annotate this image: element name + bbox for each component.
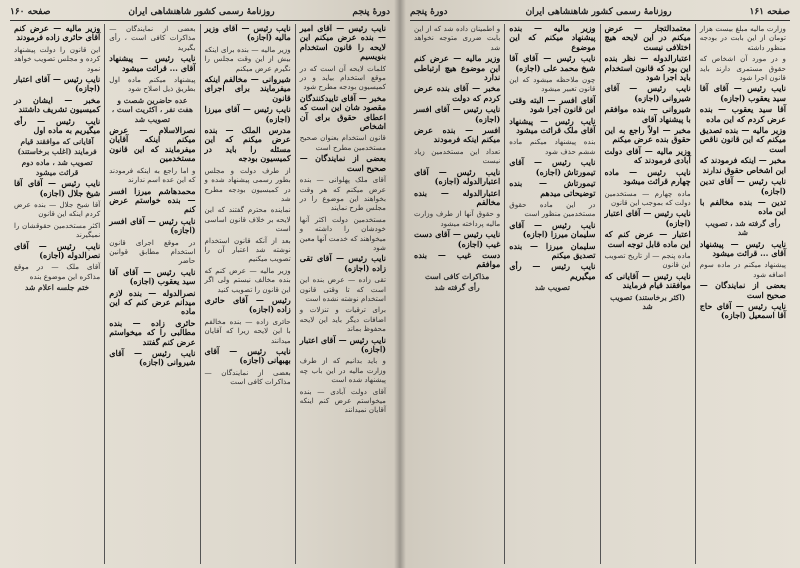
paragraph: اعتبار — عرض کنم که این ماده قابل توجه است [604, 229, 691, 249]
paragraph: آقا سید یعقوب — بنده عرض کردم که این ماده [699, 104, 786, 124]
issue-label: دورهٔ پنجم [410, 7, 448, 17]
paragraph: نایب رئیس — آقای آقا سید یعقوب (اجازه) [699, 83, 786, 103]
paragraph: وزیر مالیه — عرض کنم که بنده مخالف نیستم ولی اگر این قانون را تصویب کنید [204, 265, 291, 294]
paragraph: نایب رئیس — آقای بهبهانی (اجازه) [204, 346, 291, 366]
paragraph: وزیر مالیه — آقای دولت آبادی فرمودند که [604, 145, 691, 166]
paragraph: اعتبارالدوله — بنده مخالفم [414, 187, 501, 207]
column [105, 24, 200, 564]
paragraph: نایب رئیس — رأی میگیریم به ماده اول [14, 115, 101, 136]
paragraph: بعضی از نمایندگان — صحیح است [699, 280, 786, 300]
paragraph: نایب رئیس — آقای شیروانی (اجازه) [604, 83, 691, 103]
page-number: صفحه ۱۶۰ [10, 7, 51, 17]
paragraph: چون ملاحظه میشود که این قانون تعبیر میشود [509, 75, 596, 94]
paragraph: وزیر مالیه — عرض کنم این موضوع هیچ ارتباطی ندارد [414, 53, 501, 83]
paragraph: بعضی از نمایندگان — صحیح است [299, 153, 386, 173]
paragraph: تیمورتاش — بنده توضیحاتی میدهم [509, 178, 596, 198]
paragraph: نایب رئیس — رأی میگیریم [509, 261, 596, 281]
paragraph: تصویب شد [534, 283, 570, 293]
paragraph: معتمدالتجار — عرض میکنم در این لایحه هیچ اختلافی نیست [604, 24, 691, 52]
paragraph: تعداد این مستخدمین زیاد نیست [414, 146, 501, 166]
paragraph: نایب رئیس — ماده چهارم قرائت میشود [604, 166, 691, 187]
right-page [400, 0, 800, 568]
paragraph: ماده چهارم — مستخدمین دولت که بموجب این قانون [604, 188, 691, 207]
paragraph: مستخدمین دولت اکثر آنها خودشان را داشته و میخواهند که خدمت آنها معین شود [299, 214, 386, 252]
paragraph: ماده پنجم — از تاریخ تصویب این قانون [604, 250, 691, 270]
paragraph: نایب رئیس — آقای اعتبار (اجازه) [14, 74, 101, 94]
paragraph: در این ماده حقوق مستخدمین منظور است [509, 199, 596, 219]
paragraph: آقایانی که موافقند قیام فرمایند (اغلب برخاستند) [17, 137, 97, 156]
column [10, 24, 105, 564]
paragraph: افسر — بنده عرض میکنم اینکه فرمودند [414, 125, 501, 145]
paragraph: قانون استخدام بعنوان صحیح مستخدمین مطرح است [299, 133, 386, 152]
paragraph: وزیر مالیه — بنده تصدیق میکنم که این قانون ناقص است [699, 125, 786, 154]
paragraph: نایب رئیس — آقای حاج آقا اسمعیل (اجازه) [699, 300, 786, 321]
paragraph: و حقوق آنها از طرف وزارت مالیه پرداخته میشود [414, 209, 501, 228]
issue-label: دورهٔ پنجم [352, 7, 390, 17]
left-page-header [10, 6, 390, 21]
paragraph: نایب رئیس — آقای آقا شیخ جلال (اجازه) [14, 178, 101, 198]
paragraph: نایب رئیس — آقایانی که موافقند قیام فرمایند [604, 270, 691, 291]
paragraph: مذاکرات کافی است [424, 271, 490, 281]
paragraph: آقای دولت آبادی — بنده میخواستم عرض کنم اینکه آقایان نمیدانند [299, 386, 386, 415]
paragraph: نایب رئیس — پیشنهاد آقای ... قرائت میشود [109, 53, 196, 73]
paragraph: این قانون را دولت پیشنهاد کرده و مجلس تصویب خواهد نمود [14, 44, 101, 73]
paragraph: اعتبارالدوله — نظر بنده این بود که قانون استخدام باید اجرا شود [604, 53, 691, 83]
newspaper-title: روزنامهٔ رسمی کشور شاهنشاهی ایران [128, 7, 275, 17]
paragraph: نصرالاسلام — عرض میکنم اینکه آقایان میفرمایند که این قانون مستخدمین [109, 125, 196, 164]
paragraph: مخبر — آقای تاییدکنندگان مقصود شان این است که اعطای حقوق برای آن اشخاص [299, 92, 386, 132]
paragraph: و در مورد آن اشخاص که حقوق مستمری دارند باید قانون اجرا شود [699, 54, 786, 83]
paragraph: عده حاضرین شصت و هفت نفر ، اکثریت است ، تصویب شد [111, 95, 194, 124]
paragraph: نایب رئیس — آقای امیر — بنده عرض میکنم این لایحه را قانون استخدام بنویسیم [299, 24, 386, 62]
paragraph: نایب رئیس — آقای سلیمان میرزا (اجازه) [509, 219, 596, 240]
paragraph: نایب رئیس — آقای اعتبار (اجازه) [299, 334, 386, 354]
right-page-header [410, 6, 790, 21]
paragraph: نایب رئیس — پیشنهاد آقای ... قرائت میشود [699, 238, 786, 258]
paragraph: مخبر — ایشان در کمیسیون تشریف داشتند [14, 94, 101, 115]
paragraph: شیروانی — بنده موافقم با پیشنهاد آقای [604, 104, 691, 124]
column [201, 24, 296, 564]
paragraph: پیشنهاد میکنم ماده اول بطریق ذیل اصلاح شود [109, 75, 196, 94]
paragraph: از طرف دولت و مجلس بطور رسمی پیشنهاد شده و در کمیسیون بودجه مطرح شد [204, 165, 291, 203]
left-page-columns [10, 24, 390, 564]
paragraph: نایب رئیس — آقای آقا شیخ محمد علی (اجازه) [509, 53, 596, 73]
paragraph: مخبر — آقای بنده عرض کردم که دولت [414, 83, 501, 103]
paragraph: شیروانی — مخالفم اینکه میفرمایند برای اجرای قانون [204, 74, 291, 103]
paragraph: نایب رئیس — آقای تدین (اجازه) [699, 176, 786, 196]
paragraph: آقا شیخ جلال — بنده عرض کردم اینکه این قانون [14, 199, 101, 219]
paragraph: حائری زاده — بنده مطالبی را که میخواستم عرض کنم گفتند [109, 317, 196, 347]
paragraph: نایب رئیس — آقای اعتبارالدوله (اجازه) [414, 166, 501, 187]
column [505, 24, 600, 564]
paragraph: وزیر مالیه — بنده پیشنهاد میکنم که این موضوع [509, 24, 596, 52]
paragraph: (اکثر برخاستند) تصویب شد [610, 292, 686, 311]
paragraph: و باید بدانیم که از طرف وزارت مالیه در این باب چه پیشنهاد شده است [299, 356, 386, 385]
paragraph: نایب رئیس — آقای دست غیب (اجازه) [414, 229, 501, 249]
paragraph: کلمات لایحه آن است که در موقع استخدام بیاید و در کمیسیون بودجه مطرح شود [299, 63, 386, 92]
paragraph: مخبر — اولاً راجع به این حقوق بنده عرض میکنم [604, 125, 691, 145]
paragraph: سلیمان میرزا — بنده تصدیق میکنم [509, 240, 596, 260]
paragraph: نایب رئیس — آقای شیروانی (اجازه) [109, 348, 196, 368]
newspaper-title: روزنامهٔ رسمی کشور شاهنشاهی ایران [525, 7, 672, 17]
paragraph: نایب رئیس — آقای وزیر مالیه (اجازه) [204, 24, 291, 43]
paragraph: نصرالدوله — بنده لازم میدانم عرض کنم که این ماده [109, 287, 196, 317]
paragraph: آقای ملک — در موقع مذاکره این موضوع بنده [14, 262, 101, 281]
paragraph: رأی گرفته شد [434, 283, 480, 293]
paragraph: رئیس — آقای حائری زاده (اجازه) [204, 294, 291, 315]
paragraph: در موقع اجرای قانون استخدام مطابق قوانین حاضر [109, 237, 196, 266]
paragraph: نایب رئیس — آقای نصرالدوله (اجازه) [14, 240, 101, 260]
paragraph: نایب رئیس — پیشنهاد آقای ملک قرائت میشود [509, 115, 596, 136]
paragraph: اکثر مستخدمین حقوقشان را نمیگیرند [14, 220, 101, 240]
paragraph: و اما راجع به اینکه فرمودند که این عده اسم ندارند [109, 165, 196, 185]
paragraph: پیشنهاد میکنم در ماده سوم اضافه شود [699, 260, 786, 279]
paragraph: نایب رئیس — آقای آقا سید یعقوب (اجازه) [109, 266, 196, 287]
right-page-columns [410, 24, 790, 564]
paragraph: نایب رئیس — آقای اعتبار (اجازه) [604, 208, 691, 228]
paragraph: تدین — بنده مخالفم با این ماده [699, 196, 786, 217]
column [296, 24, 390, 564]
column [696, 24, 790, 564]
paragraph: بنده پیشنهاد میکنم ماده ششم حذف شود [509, 137, 596, 156]
paragraph: وزیر مالیه — بنده برای اینکه بیش از این وقت مجلس را نگیرم عرض میکنم [204, 44, 291, 73]
paragraph: دست غیب — بنده موافقم [414, 249, 501, 270]
paragraph: حائری زاده — بنده مخالفم با این لایحه زیرا که آقایان میدانند [204, 316, 291, 345]
paragraph: و اطمینان داده شد که از این بابت ضرری متوجه نخواهد شد [414, 24, 501, 52]
paragraph: نایب رئیس — آقای میرزا (اجازه) [204, 104, 291, 124]
paragraph: بعضی از نمایندگان — مذاکرات کافی است [204, 367, 291, 387]
paragraph: بعضی از نمایندگان — مذاکرات کافی است ، رأی بگیرید [109, 24, 196, 52]
paragraph: نایب رئیس — آقای افسر (اجازه) [109, 215, 196, 236]
paragraph: برای ترقیات و تنزلات و اضافات دیگر باید این لایحه محفوظ بماند [299, 305, 386, 334]
paragraph: مخبر — اینکه فرمودند که این اشخاص حقوق ندارند [699, 155, 786, 175]
column [410, 24, 505, 564]
paragraph: نماینده محترم گفتند که این لایحه بر خلاف قانون اساسی است [204, 205, 291, 234]
paragraph: رأی گرفته شد ، تصویب شد [705, 218, 781, 238]
paragraph: ختم جلسه اعلام شد [25, 283, 90, 293]
paragraph: نایب رئیس — آقای تقی زاده (اجازه) [299, 253, 386, 273]
paragraph: مدرس الملک — بنده عرض میکنم که این مسئله را باید در کمیسیون بودجه [204, 125, 291, 164]
column [601, 24, 696, 564]
paragraph: آقای افسر — البته وقتی این قانون اجرا شود [509, 94, 596, 115]
paragraph: بعد از آنکه قانون استخدام نوشته شد اعتبار آن را تصویب میکنیم [204, 235, 291, 264]
book-gutter [394, 0, 406, 568]
paragraph: وزیر مالیه — عرض کنم آقای حائری زاده فرمودند [14, 24, 101, 43]
paragraph: نایب رئیس — آقای تیمورتاش (اجازه) [509, 157, 596, 177]
paragraph: تقی زاده — عرض بنده این است که تا وقتی قانون استخدام نوشته نشده است [299, 275, 386, 303]
page-number: صفحه ۱۶۱ [749, 7, 790, 17]
paragraph: تصویب شد ، ماده دوم قرائت میشود [21, 158, 93, 177]
paragraph: وزارت مالیه مبلغ بیست هزار تومان از این بابت در بودجه منظور داشته [699, 24, 786, 52]
paragraph: نایب رئیس — آقای افسر (اجازه) [414, 104, 501, 124]
paragraph: محمدهاشم میرزا افسر — بنده خواستم عرض کنم [109, 185, 196, 215]
paragraph: آقای ملک پهلوانی — بنده عرض میکنم که هر وقت بخواهند این موضوع را در مجلس طرح نمایند [299, 175, 386, 213]
